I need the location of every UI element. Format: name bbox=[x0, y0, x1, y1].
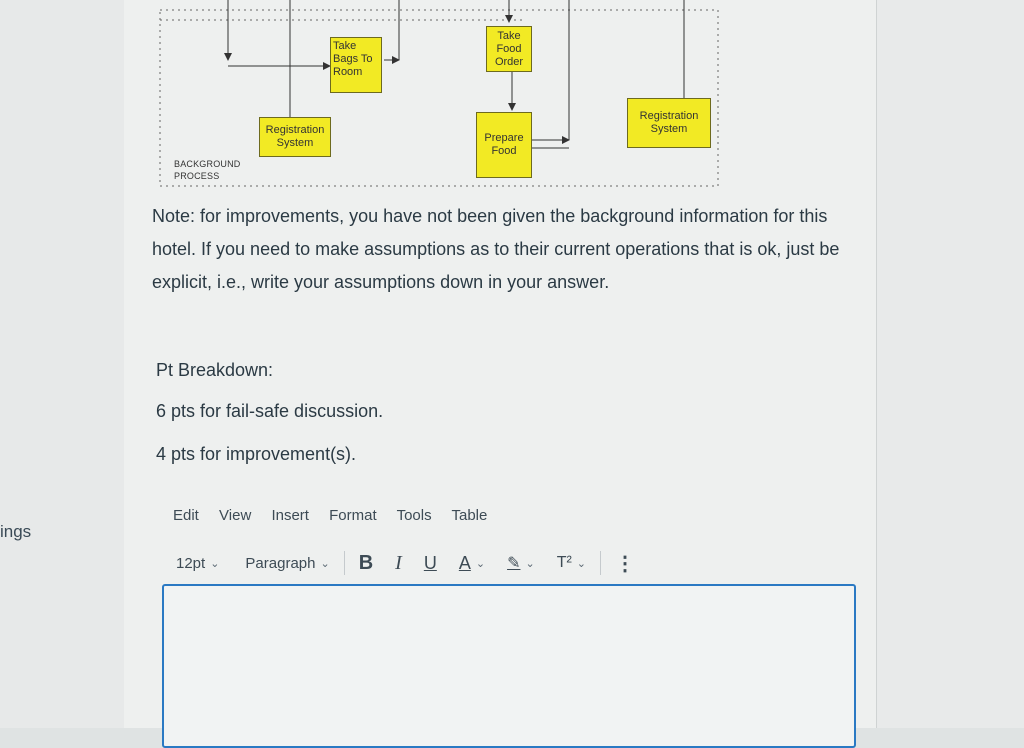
prepare-food-box bbox=[476, 112, 532, 178]
background-process-label: BACKGROUND PROCESS bbox=[174, 159, 241, 181]
registration-system-right-label: Registration System bbox=[639, 110, 699, 135]
more-options-icon[interactable]: ⋮ bbox=[615, 552, 636, 575]
text-color-icon: A bbox=[458, 552, 471, 573]
italic-button[interactable]: I bbox=[395, 551, 402, 574]
take-bags-label: Take Bags To Room bbox=[333, 40, 373, 78]
process-diagram bbox=[124, 0, 876, 200]
chevron-down-icon: ⌄ bbox=[320, 557, 330, 570]
pt-breakdown-item: 4 pts for improvement(s). bbox=[156, 444, 357, 464]
menu-table[interactable]: Table bbox=[451, 507, 488, 524]
registration-system-right-box bbox=[627, 98, 711, 148]
superscript-button[interactable] bbox=[557, 554, 586, 572]
right-margin bbox=[876, 0, 1024, 728]
menu-tools[interactable]: Tools bbox=[396, 507, 432, 524]
question-content bbox=[124, 0, 876, 728]
prepare-food-label: Prepare Food bbox=[484, 132, 524, 157]
chevron-down-icon: ⌄ bbox=[576, 557, 587, 570]
superscript-icon: T² bbox=[556, 554, 572, 571]
text-color-button[interactable] bbox=[459, 553, 485, 574]
menu-format[interactable]: Format bbox=[329, 507, 377, 524]
menu-insert[interactable]: Insert bbox=[271, 507, 309, 524]
take-food-order-label: Take Food Order bbox=[494, 30, 524, 68]
improvements-note: Note: for improvements, you have not been given the background information for this hotel. If you need to make assumptions as to their current operations that is ok, just be explicit, i.e., write your assumptions down in your answer. bbox=[152, 206, 840, 292]
block-format-dropdown[interactable]: Paragraph ⌄ bbox=[245, 554, 330, 572]
left-sidebar bbox=[0, 0, 125, 728]
answer-editor[interactable] bbox=[162, 584, 856, 748]
underline-button[interactable]: U bbox=[423, 552, 437, 573]
menu-view[interactable]: View bbox=[219, 507, 252, 524]
sidebar-partial-label[interactable]: ings bbox=[0, 522, 32, 541]
font-size-dropdown[interactable]: 12pt ⌄ bbox=[176, 554, 220, 572]
chevron-down-icon: ⌄ bbox=[475, 557, 486, 570]
take-food-order-box bbox=[486, 26, 532, 72]
highlight-button[interactable] bbox=[507, 553, 535, 573]
editor-menubar bbox=[173, 507, 503, 524]
bold-button[interactable]: B bbox=[358, 551, 374, 574]
menu-edit[interactable]: Edit bbox=[173, 507, 199, 524]
highlighter-icon: ✎ bbox=[507, 555, 521, 572]
toolbar-divider bbox=[344, 551, 345, 575]
chevron-down-icon: ⌄ bbox=[525, 557, 535, 570]
pt-breakdown-item: 6 pts for fail-safe discussion. bbox=[156, 401, 384, 421]
registration-system-left-box bbox=[259, 117, 331, 157]
registration-system-left-label: Registration System bbox=[265, 124, 325, 149]
pt-breakdown-heading: Pt Breakdown: bbox=[156, 360, 274, 380]
chevron-down-icon: ⌄ bbox=[210, 557, 220, 570]
take-bags-box bbox=[330, 37, 382, 93]
editor-toolbar bbox=[176, 548, 776, 578]
toolbar-divider bbox=[600, 551, 601, 575]
